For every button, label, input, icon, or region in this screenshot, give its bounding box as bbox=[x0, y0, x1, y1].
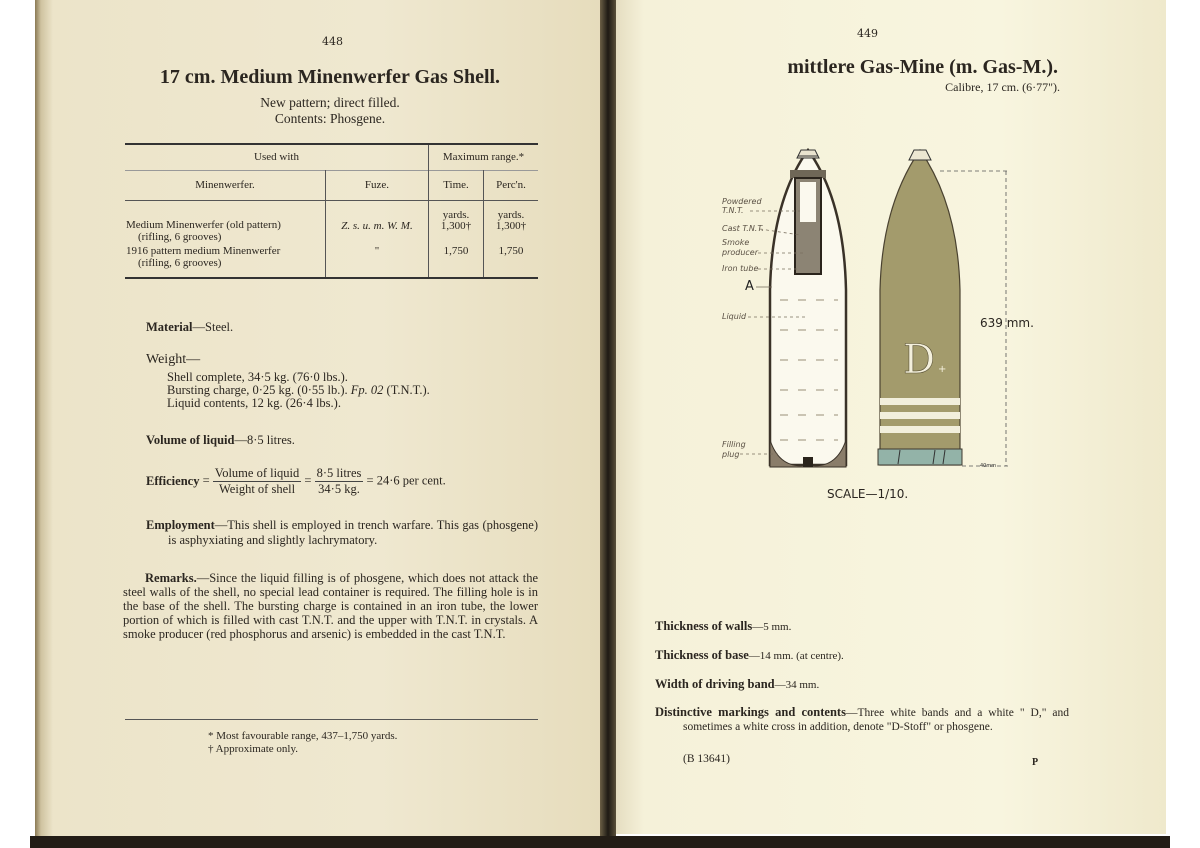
spec-label: Thickness of walls bbox=[655, 619, 753, 633]
numerator: Volume of liquid bbox=[214, 466, 300, 480]
percussion-range: 1,300† bbox=[495, 219, 527, 232]
bursting-charge: Bursting charge, 0·25 kg. (0·55 lb.). bbox=[167, 383, 348, 397]
volume-value: —8·5 litres. bbox=[234, 433, 295, 447]
time-range: 1,750 bbox=[429, 244, 484, 278]
page-title: 17 cm. Medium Minenwerfer Gas Shell. bbox=[159, 66, 501, 88]
col-percussion: Perc'n. bbox=[496, 179, 526, 191]
label-producer: producer bbox=[722, 248, 759, 257]
spec-walls bbox=[655, 619, 791, 635]
fuze-value: Z. s. u. m. W. M. bbox=[326, 200, 429, 244]
remarks-label: Remarks. bbox=[145, 571, 197, 585]
header-max-range: Maximum range.* bbox=[442, 151, 525, 164]
col-time: Time. bbox=[429, 170, 484, 200]
efficiency-formula: Efficiency = $\frac{\text{Volume of liquid}}{\text{Weight of shell}}$ = $\frac{\text{8·5 litres}}{34\cdot 5 kg.}$ = 24·6 per cent. bbox=[146, 466, 446, 496]
label-liquid: Liquid bbox=[722, 312, 747, 321]
minenwerfer-rifling: (rifling, 6 grooves) bbox=[138, 230, 222, 243]
label-iron-tube: Iron tube bbox=[722, 264, 759, 273]
spec-value: —34 mm. bbox=[774, 679, 820, 691]
efficiency-result: = 24·6 per cent. bbox=[366, 473, 446, 488]
employment-label: Employment bbox=[146, 518, 215, 532]
time-range: 1,300† bbox=[440, 219, 472, 232]
band-dimension: 40mm bbox=[980, 463, 997, 469]
label-cast-tnt: Cast T.N.T. bbox=[722, 224, 764, 233]
signature-mark: P bbox=[1032, 757, 1039, 768]
percussion-range: 1,750 bbox=[498, 244, 524, 257]
material-value: —Steel. bbox=[192, 320, 234, 334]
denominator: Weight of shell bbox=[219, 482, 296, 496]
calibre: Calibre, 17 cm. (6·77"). bbox=[945, 80, 1060, 94]
markings-text: —Three white bands and a white " D," and sometimes a white cross in addition, denote "D-Stoff" or phosgene. bbox=[683, 707, 1069, 733]
markings-label: Distinctive markings and contents bbox=[655, 705, 846, 719]
col-minenwerfer: Minenwerfer. bbox=[125, 170, 326, 200]
minenwerfer-name: 1916 pattern medium Minenwerfer bbox=[126, 244, 281, 257]
employment-text: —This shell is employed in trench warfare. This gas (phosgene) is asphyxiating and slightly lachrymatory. bbox=[168, 518, 538, 547]
cross-marking: + bbox=[938, 364, 947, 375]
explosive-code: Fp. 02 bbox=[350, 383, 384, 397]
numerator: 8·5 litres bbox=[316, 466, 362, 480]
d-marking: D bbox=[903, 337, 936, 383]
unit-label: yards. bbox=[442, 208, 470, 221]
footnote: * Most favourable range, 437–1,750 yards. bbox=[208, 730, 398, 742]
spec-driving-band bbox=[655, 677, 819, 693]
weight-label: Weight— bbox=[146, 352, 201, 367]
minenwerfer-name: Medium Minenwerfer (old pattern) bbox=[126, 218, 281, 231]
page-title: mittlere Gas-Mine (m. Gas-M.). bbox=[787, 56, 1058, 78]
label-powdered: Powdered bbox=[722, 197, 762, 206]
label-a: A bbox=[745, 279, 754, 294]
weight-shell: Shell complete, 34·5 kg. (76·0 lbs.). bbox=[167, 370, 348, 384]
footnote: † Approximate only. bbox=[208, 743, 299, 755]
page-number: 448 bbox=[322, 35, 343, 48]
col-fuze: Fuze. bbox=[326, 170, 429, 200]
label-filling: Filling bbox=[722, 440, 746, 449]
minenwerfer-rifling: (rifling, 6 grooves) bbox=[138, 256, 222, 269]
label-smoke: Smoke bbox=[722, 238, 750, 247]
fuze-value: " bbox=[326, 244, 429, 278]
markings-paragraph bbox=[655, 706, 1069, 734]
print-reference: (B 13641) bbox=[683, 753, 730, 765]
weight-liquid: Liquid contents, 12 kg. (26·4 lbs.). bbox=[167, 396, 341, 410]
spec-label: Width of driving band bbox=[655, 677, 775, 691]
unit-label: yards. bbox=[497, 208, 525, 221]
subtitle: New pattern; direct filled. bbox=[260, 95, 400, 110]
diagram-labels bbox=[721, 197, 764, 459]
remarks-text: —Since the liquid filling is of phosgene, which does not attack the steel walls of the shell, no special lead container is required. The filling hole is in the base of the shell. The bursting charge is contained in an iron tube, the lower portion of which is filled with cast T.N.T. and the upper with T.N.T. in crystals. A smoke producer (red phosphorus and arsenic) is embedded in the cast T.N.T. bbox=[123, 571, 538, 641]
material-label: Material bbox=[146, 320, 193, 334]
page-number: 449 bbox=[857, 27, 878, 40]
shell-section bbox=[770, 150, 846, 467]
efficiency-label: Efficiency bbox=[146, 474, 200, 488]
scale-label: SCALE—1/10. bbox=[827, 487, 909, 501]
spec-label: Thickness of base bbox=[655, 648, 749, 662]
spec-value: —5 mm. bbox=[752, 621, 792, 633]
spec-value: —14 mm. (at centre). bbox=[748, 650, 844, 662]
label-plug: plug bbox=[722, 450, 740, 459]
shell-exterior bbox=[878, 150, 962, 465]
spec-base bbox=[655, 648, 844, 664]
label-tnt: T.N.T. bbox=[722, 206, 744, 215]
volume-label: Volume of liquid bbox=[146, 433, 235, 447]
explosive-type: (T.N.T.). bbox=[386, 383, 430, 397]
denominator: 34·5 kg. bbox=[318, 482, 360, 496]
length-dimension: 639 mm. bbox=[980, 316, 1034, 330]
subtitle-contents: Contents: Phosgene. bbox=[274, 111, 386, 126]
header-used-with: Used with bbox=[125, 144, 429, 170]
